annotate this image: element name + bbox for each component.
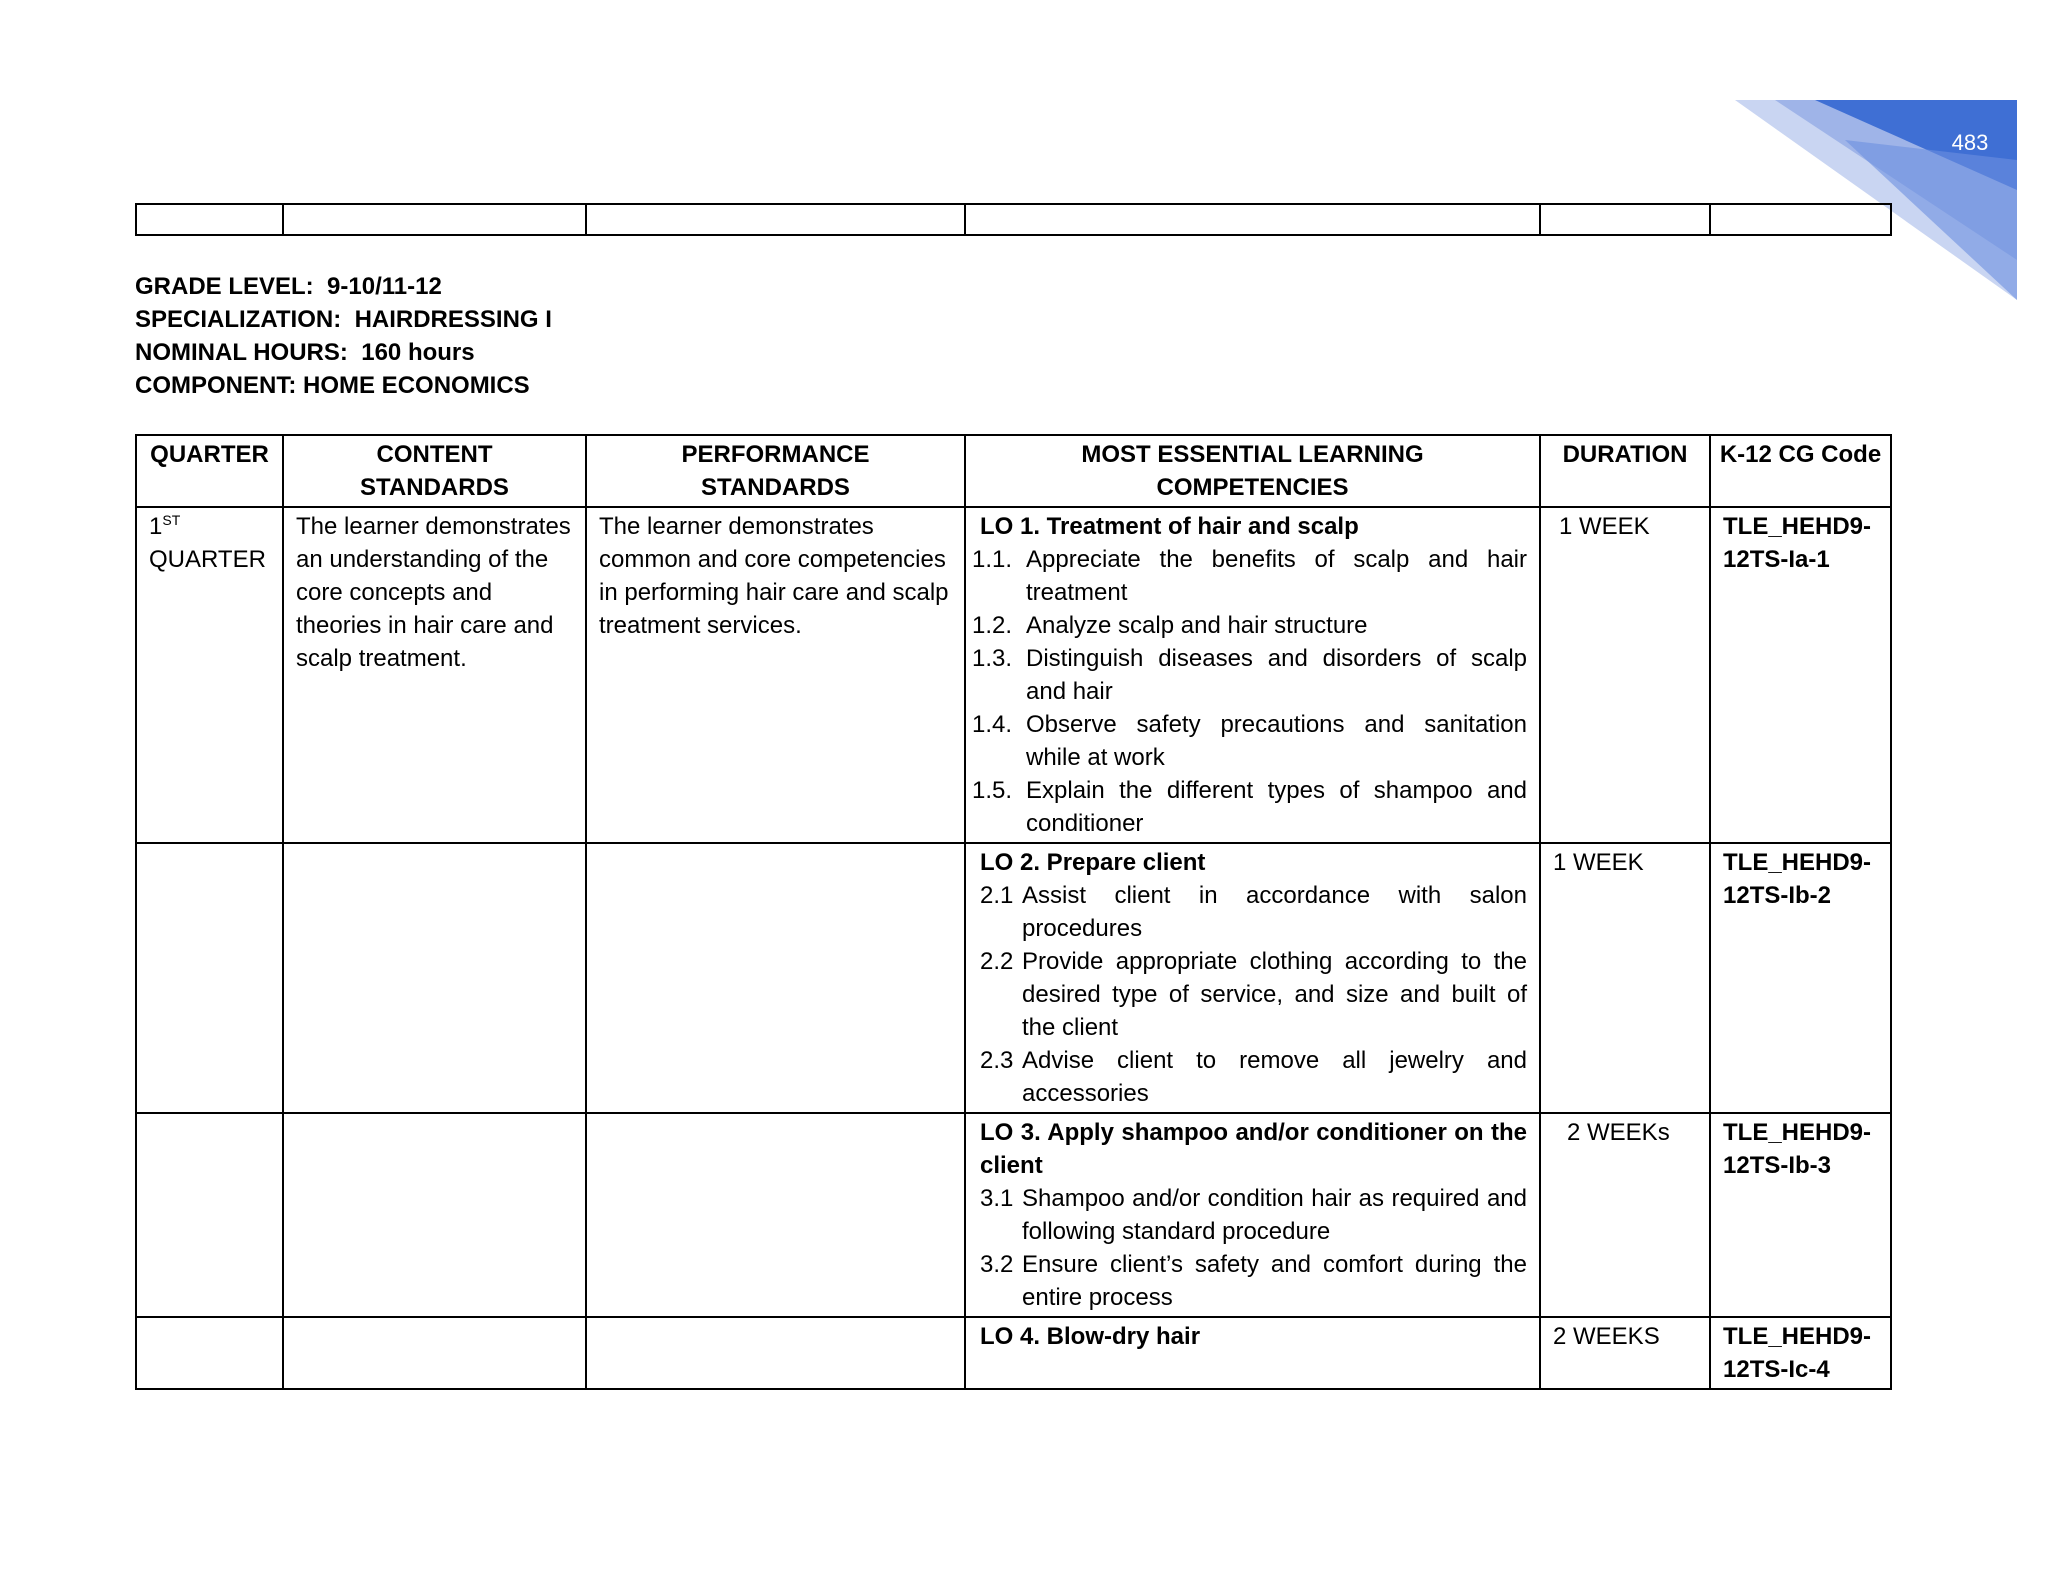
code-cell: TLE_HEHD9- 12TS-Ib-2 [1710, 843, 1891, 1113]
nominal-hours-line [135, 336, 552, 369]
performance-standard-cell [586, 843, 965, 1113]
header-duration: DURATION [1540, 435, 1710, 507]
blank-table-row [135, 203, 1892, 236]
competency-item: 1.4. Observe safety precautions and sanitation while at work [972, 711, 1527, 771]
competency-item: 2.2 Provide appropriate clothing according to the desired type of service, and size and built of the client [980, 948, 1527, 1041]
competency-cell [965, 843, 1540, 1113]
quarter-cell [136, 1113, 283, 1317]
competency-cell [965, 1113, 1540, 1317]
content-standard-cell [283, 843, 586, 1113]
nominal-hours-value: 160 hours [361, 339, 475, 366]
competency-item: 2.1 Assist client in accordance with salon procedures [980, 882, 1527, 942]
code-cell: TLE_HEHD9- 12TS-Ia-1 [1710, 507, 1891, 843]
grade-level-value: 9-10/11-12 [327, 273, 442, 300]
table-row [136, 507, 1891, 843]
duration-cell: 1 WEEK [1540, 843, 1710, 1113]
specialization-line [135, 303, 552, 336]
component-line [135, 369, 552, 402]
page-number: 483 [1951, 130, 1989, 155]
blank-cell [965, 204, 1540, 235]
lo-title: LO 3. Apply shampoo and/or conditioner on the client [980, 1119, 1527, 1179]
header-melc: MOST ESSENTIAL LEARNING COMPETENCIES [965, 435, 1540, 507]
table-header-row [136, 435, 1891, 507]
blank-cell [136, 204, 283, 235]
competency-item: 2.3 Advise client to remove all jewelry and accessories [980, 1047, 1527, 1107]
lo-title: LO 2. Prepare client [980, 849, 1206, 876]
grade-level-label: GRADE LEVEL: [135, 273, 314, 300]
content-standard-cell [283, 1113, 586, 1317]
table-row [136, 1317, 1891, 1389]
specialization-value: HAIRDRESSING I [354, 306, 552, 333]
competency-item: 1.5. Explain the different types of shampoo and conditioner [972, 777, 1527, 837]
table-row [136, 843, 1891, 1113]
content-standard-cell [283, 1317, 586, 1389]
header-code: K-12 CG Code [1710, 435, 1891, 507]
competency-item: 3.1 Shampoo and/or condition hair as required and following standard procedure [980, 1185, 1527, 1245]
blank-row [136, 204, 1891, 235]
header-quarter: QUARTER [136, 435, 283, 507]
blank-cell [283, 204, 586, 235]
duration-cell: 1 WEEK [1540, 507, 1710, 843]
quarter-cell: 1ST QUARTER [136, 507, 283, 843]
blank-cell [1710, 204, 1891, 235]
blank-cell [586, 204, 965, 235]
lo-title: LO 4. Blow-dry hair [980, 1323, 1201, 1350]
quarter-cell [136, 843, 283, 1113]
performance-standard-cell [586, 1317, 965, 1389]
code-cell: TLE_HEHD9- 12TS-Ib-3 [1710, 1113, 1891, 1317]
specialization-label: SPECIALIZATION: [135, 306, 342, 333]
component-value: HOME ECONOMICS [303, 372, 530, 399]
header-performance-standards: PERFORMANCE STANDARDS [586, 435, 965, 507]
competency-cell [965, 507, 1540, 843]
component-label: COMPONENT: [135, 372, 297, 399]
content-standard-cell: The learner demonstrates an understanding of the core concepts and theories in hair care and scalp treatment. [283, 507, 586, 843]
performance-standard-cell: The learner demonstrates common and core competencies in performing hair care and scalp treatment services. [586, 507, 965, 843]
duration-cell: 2 WEEKS [1540, 1317, 1710, 1389]
nominal-hours-label: NOMINAL HOURS: [135, 339, 348, 366]
blank-cell [1540, 204, 1710, 235]
table-row [136, 1113, 1891, 1317]
grade-level-line [135, 270, 552, 303]
lo-title: LO 1. Treatment of hair and scalp [980, 513, 1359, 540]
competency-item: 1.2. Analyze scalp and hair structure [972, 612, 1368, 639]
header-content-standards: CONTENT STANDARDS [283, 435, 586, 507]
performance-standard-cell [586, 1113, 965, 1317]
duration-cell: 2 WEEKs [1540, 1113, 1710, 1317]
competency-item: 3.2 Ensure client’s safety and comfort during the entire process [980, 1251, 1527, 1311]
quarter-cell [136, 1317, 283, 1389]
competency-cell [965, 1317, 1540, 1389]
competency-item: 1.1. Appreciate the benefits of scalp and hair treatment [972, 546, 1527, 606]
curriculum-table [135, 434, 1892, 1390]
competency-item: 1.3. Distinguish diseases and disorders of scalp and hair [972, 645, 1527, 705]
course-info [135, 270, 552, 402]
code-cell: TLE_HEHD9- 12TS-Ic-4 [1710, 1317, 1891, 1389]
